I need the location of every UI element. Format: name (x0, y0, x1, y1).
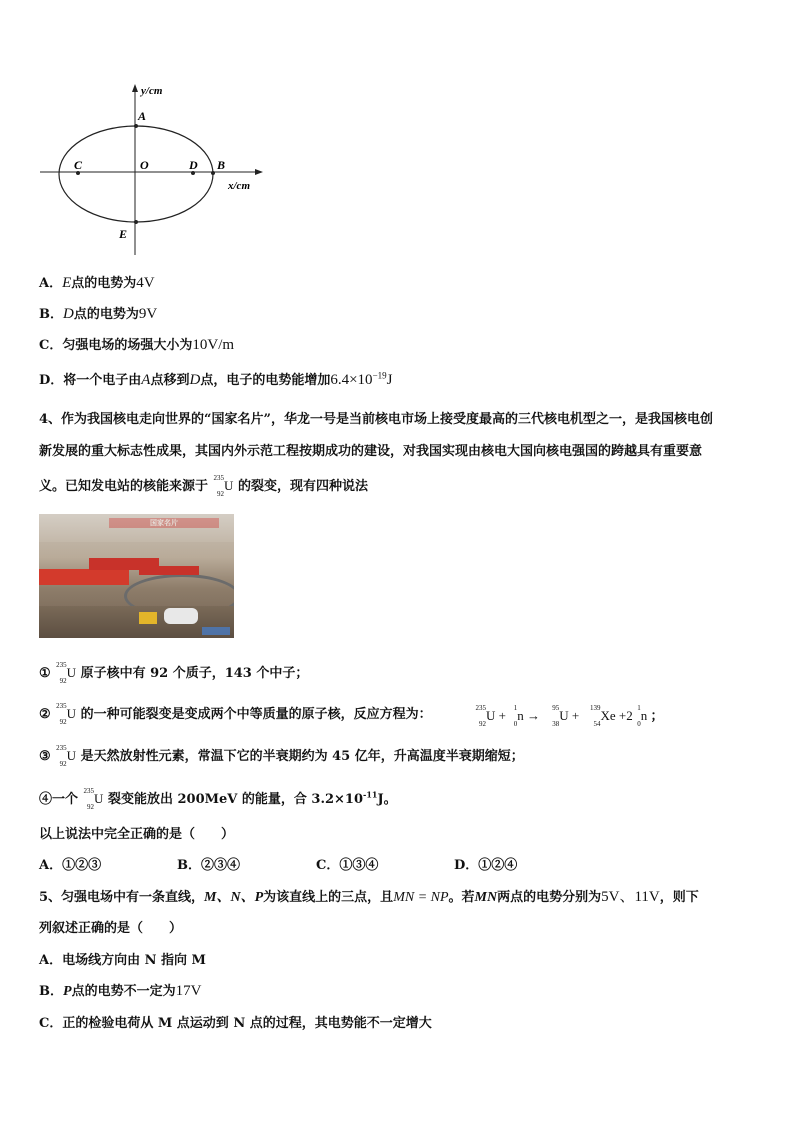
q3-option-a: A．E点的电势为4V (39, 275, 155, 291)
construction-photo (39, 514, 234, 638)
q4-line-2: 新发展的重大标志性成果，其国内外示范工程按期成功的建设，对我国实现由核电大国向核电强国的跨越具有重要意 (39, 444, 703, 459)
point-b-dot (211, 171, 215, 175)
q5-line-1: 5、匀强电场中有一条直线，M、N、P为该直线上的三点，且MN = NP。若MN两点的电势分别为5V、11V，则下 (39, 889, 699, 905)
photo-watermark (202, 627, 230, 635)
point-e-dot (134, 220, 138, 224)
q3-option-d: D．将一个电子由A点移到D点，电子的电势能增加$6.4\times 10^{-19}J$ (39, 370, 393, 388)
label-e: E (119, 227, 128, 241)
q4-question: 以上说法中完全正确的是（ ） (39, 827, 235, 842)
q4-line-3: 义。已知发电站的核能来源于 235 92 U 的裂变，现有四种说法 (39, 474, 368, 498)
y-axis-label: y/cm (141, 85, 163, 97)
label-a: A (138, 109, 147, 123)
label-o: O (140, 158, 149, 172)
point-a-dot (134, 124, 138, 128)
q3-option-c: C．匀强电场的场强大小为10V/m (39, 337, 235, 353)
label-d: D (189, 158, 198, 172)
y-axis-arrow (132, 84, 138, 92)
ellipse (59, 126, 213, 222)
q4-option-a: A．①②③ (39, 858, 102, 873)
q4-statement-1: ① 235 92 U 原子核中有 92 个质子，143 个中子； (39, 661, 309, 685)
photo-red-banner-left (39, 569, 129, 585)
q4-statement-4: ④一个 235 92 U 裂变能放出 200MeV 的能量，合 $3.2\times 10^{-11}J$。 (39, 787, 397, 811)
q5-option-a: A．电场线方向由 N 指向 M (39, 953, 206, 968)
photo-red-banner-right (139, 566, 199, 575)
photo-mixer-truck (164, 608, 198, 624)
photo-yellow-machine (139, 612, 157, 624)
label-c: C (74, 158, 83, 172)
q4-option-b: B．②③④ (177, 858, 241, 873)
q3-option-b: B．D点的电势为9V (39, 306, 158, 322)
q4-option-d: D．①②④ (454, 858, 518, 873)
ellipse-diagram (30, 80, 270, 260)
x-axis-label: x/cm (228, 180, 250, 192)
q5-option-c: C．正的检验电荷从 M 点运动到 N 点的过程，其电势能不一定增大 (39, 1016, 432, 1031)
q4-option-c: C．①③④ (316, 858, 379, 873)
photo-sky (39, 514, 234, 542)
q5-option-b: B．P点的电势不一定为17V (39, 983, 202, 999)
q4-statement-2: ② 235 92 U 的一种可能裂变是变成两个中等质量的原子核，反应方程为： (39, 702, 432, 726)
q5-line-2: 列叙述正确的是（ ） (39, 921, 183, 936)
q4-statement-3: ③ 235 92 U 是天然放射性元素，常温下它的半衰期约为 45 亿年，升高温度半衰期缩短； (39, 744, 524, 768)
q4-line-1: 4、作为我国核电走向世界的“国家名片”，华龙一号是当前核电市场上接受度最高的三代核电机型之一，是我国核电创 (39, 412, 714, 427)
fission-equation: 235 92 U + 1 0 n → 95 38 U + 139 54 Xe +2 1 0 n ； (475, 704, 664, 728)
label-b: B (217, 158, 226, 172)
x-axis-arrow (255, 169, 263, 175)
